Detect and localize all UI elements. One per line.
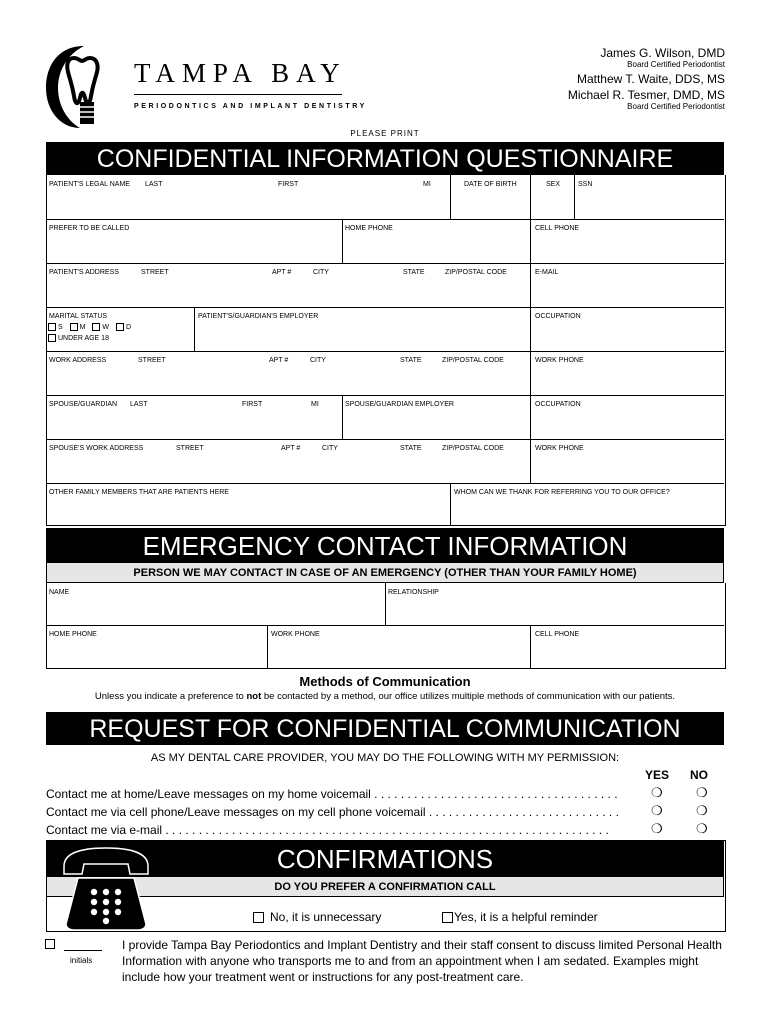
home-no-radio[interactable]: ❍ (696, 785, 708, 800)
cell-phone-label: CELL PHONE (535, 225, 580, 232)
confirmation-no-label: No, it is unnecessary (270, 910, 382, 924)
doctor-name: James G. Wilson, DMD (600, 46, 725, 60)
first-label: FIRST (278, 181, 299, 188)
zip-label: ZIP/POSTAL CODE (442, 357, 504, 364)
apt-label: APT # (269, 357, 289, 364)
practice-name-rule (134, 94, 342, 95)
spouse-work-phone-input[interactable] (535, 460, 720, 478)
street-label: STREET (176, 445, 204, 452)
married-label: M (79, 323, 86, 331)
methods-note-end: be contacted by a method, our office utilizes multiple methods of communication with our patients. (261, 691, 676, 702)
city-label: CITY (310, 357, 326, 364)
please-print: PLEASE PRINT (350, 129, 420, 138)
spouse-name-input[interactable] (50, 416, 338, 434)
request-subtitle: AS MY DENTAL CARE PROVIDER, YOU MAY DO THE FOLLOWING WITH MY PERMISSION: (150, 752, 620, 764)
ssn-label: SSN (578, 181, 593, 188)
marital-single-checkbox[interactable] (48, 323, 56, 331)
mi-label: MI (311, 401, 319, 408)
sex-input[interactable] (535, 196, 570, 214)
initials-label: initials (70, 956, 93, 965)
referral-input[interactable] (455, 503, 720, 521)
initials-line[interactable] (64, 950, 102, 951)
last-label: LAST (130, 401, 148, 408)
emergency-subtitle: PERSON WE MAY CONTACT IN CASE OF AN EMERGENCY (OTHER THAN YOUR FAMILY HOME) (46, 562, 724, 583)
spouse-label: SPOUSE/GUARDIAN (49, 401, 118, 408)
sex-label: SEX (546, 181, 561, 188)
home-yes-radio[interactable]: ❍ (651, 785, 663, 800)
state-label: STATE (403, 269, 425, 276)
marital-options (48, 323, 131, 331)
occupation-input[interactable] (535, 328, 720, 346)
emergency-work-phone-label: WORK PHONE (271, 631, 320, 638)
patient-last-name-input[interactable] (50, 196, 250, 214)
relationship-label: RELATIONSHIP (388, 589, 439, 596)
doctor-name: Michael R. Tesmer, DMD, MS (567, 88, 725, 102)
work-address-input[interactable] (50, 372, 526, 390)
street-label: STREET (141, 269, 169, 276)
spouse-employer-input[interactable] (346, 416, 526, 434)
confirmations-title: CONFIRMATIONS (46, 840, 724, 876)
single-label: S (58, 323, 63, 331)
request-item-email: Contact me via e-mail . . . . . . . . . . . . . . . . . . . . . . . . . . . . . . . . . . . . . . . . . . . . . . . . . . . . . . . . . . . . . . . . . . . (46, 823, 609, 837)
work-phone-label: WORK PHONE (535, 445, 584, 452)
confirmation-yes-checkbox[interactable] (442, 912, 453, 923)
telephone-icon (58, 846, 154, 930)
emergency-cell-phone-label: CELL PHONE (535, 631, 580, 638)
request-item-cell: Contact me via cell phone/Leave messages on my cell phone voicemail . . . . . . . . . . . . . . . . . . . . . . . . . . . . . (46, 805, 619, 819)
cell-yes-radio[interactable]: ❍ (651, 803, 663, 818)
family-members-label: OTHER FAMILY MEMBERS THAT ARE PATIENTS HERE (49, 489, 229, 496)
methods-note-emphasis: not (246, 691, 262, 702)
email-no-radio[interactable]: ❍ (696, 821, 708, 836)
marital-married-checkbox[interactable] (70, 323, 78, 331)
city-label: CITY (313, 269, 329, 276)
emergency-home-phone-input[interactable] (50, 645, 262, 663)
email-yes-radio[interactable]: ❍ (651, 821, 663, 836)
no-header: NO (690, 768, 708, 782)
referral-label: WHOM CAN WE THANK FOR REFERRING YOU TO OUR OFFICE? (454, 489, 670, 496)
prefer-label: PREFER TO BE CALLED (49, 225, 130, 232)
under-age-checkbox[interactable] (48, 334, 56, 342)
under-age-label: UNDER AGE 18 (58, 334, 109, 342)
work-phone-input[interactable] (535, 372, 720, 390)
divorced-label: D (125, 323, 132, 331)
prefer-name-input[interactable] (50, 240, 338, 258)
tooth-logo-icon (44, 44, 114, 130)
doctor-name: Matthew T. Waite, DDS, MS (576, 72, 725, 86)
confirmation-no-option (253, 910, 381, 924)
questionnaire-title: CONFIDENTIAL INFORMATION QUESTIONNAIRE (46, 142, 724, 175)
emergency-name-input[interactable] (50, 603, 380, 621)
methods-title: Methods of Communication (299, 674, 471, 689)
dob-input[interactable] (455, 196, 525, 214)
employer-input[interactable] (198, 328, 526, 346)
city-label: CITY (322, 445, 338, 452)
emergency-name-label: NAME (49, 589, 70, 596)
practice-logo (44, 44, 114, 130)
confirmation-yes-option (442, 910, 598, 924)
request-title: REQUEST FOR CONFIDENTIAL COMMUNICATION (46, 712, 724, 745)
patient-first-name-input[interactable] (260, 196, 410, 214)
relationship-input[interactable] (389, 603, 719, 621)
doctor-credential: Board Certified Periodontist (627, 60, 725, 69)
marital-status-label: MARITAL STATUS (49, 313, 108, 320)
emergency-cell-phone-input[interactable] (535, 645, 720, 663)
confirmation-yes-label: Yes, it is a helpful reminder (454, 910, 598, 924)
first-label: FIRST (242, 401, 263, 408)
request-item-home: Contact me at home/Leave messages on my home voicemail . . . . . . . . . . . . . . . . . . . . . . . . . . . . . . . . . . . . . (46, 787, 618, 801)
practice-name: TAMPA BAY (134, 58, 347, 88)
emergency-title: EMERGENCY CONTACT INFORMATION (46, 528, 724, 562)
cell-no-radio[interactable]: ❍ (696, 803, 708, 818)
spouse-work-address-label: SPOUSE'S WORK ADDRESS (49, 445, 144, 452)
marital-divorced-checkbox[interactable] (116, 323, 124, 331)
doctor-credential: Board Certified Periodontist (627, 102, 725, 111)
apt-label: APT # (272, 269, 292, 276)
work-phone-label: WORK PHONE (535, 357, 584, 364)
consent-text: I provide Tampa Bay Periodontics and Implant Dentistry and their staff consent to discuss limited Personal Health Information with anyone who transports me to and from an appointment when I am sedated. Examples might include how your treatment went or instructions for any post-treatment care. (122, 938, 722, 984)
apt-label: APT # (281, 445, 301, 452)
mi-label: MI (423, 181, 431, 188)
methods-note (0, 691, 770, 702)
widowed-label: W (102, 323, 110, 331)
email-input[interactable] (535, 284, 720, 302)
patient-legal-name-label: PATIENT'S LEGAL NAME (49, 181, 130, 188)
spouse-employer-label: SPOUSE/GUARDIAN EMPLOYER (345, 401, 454, 408)
email-label: E-MAIL (535, 269, 559, 276)
patient-mi-input[interactable] (415, 196, 445, 214)
consent-checkbox[interactable] (45, 939, 55, 949)
methods-note-start: Unless you indicate a preference to (94, 691, 247, 702)
zip-label: ZIP/POSTAL CODE (445, 269, 507, 276)
emergency-home-phone-label: HOME PHONE (49, 631, 97, 638)
patient-address-label: PATIENT'S ADDRESS (49, 269, 119, 276)
confirmation-no-checkbox[interactable] (253, 912, 264, 923)
work-address-label: WORK ADDRESS (49, 357, 107, 364)
home-phone-input[interactable] (346, 240, 526, 258)
ssn-input[interactable] (580, 196, 720, 214)
employer-label: PATIENT'S/GUARDIAN'S EMPLOYER (198, 313, 319, 320)
state-label: STATE (400, 445, 422, 452)
emergency-work-phone-input[interactable] (271, 645, 526, 663)
last-label: LAST (145, 181, 163, 188)
confirmations-subtitle: DO YOU PREFER A CONFIRMATION CALL (46, 876, 724, 897)
occupation-label: OCCUPATION (535, 313, 581, 320)
home-phone-label: HOME PHONE (345, 225, 393, 232)
dob-label: DATE OF BIRTH (464, 181, 517, 188)
under-age-option (48, 334, 109, 342)
spouse-work-address-input[interactable] (50, 460, 526, 478)
state-label: STATE (400, 357, 422, 364)
doctor-list (568, 46, 725, 111)
practice-subtitle: PERIODONTICS AND IMPLANT DENTISTRY (134, 103, 367, 110)
yes-header: YES (645, 768, 670, 782)
zip-label: ZIP/POSTAL CODE (442, 445, 504, 452)
marital-widowed-checkbox[interactable] (92, 323, 100, 331)
occupation-label: OCCUPATION (535, 401, 581, 408)
cell-phone-input[interactable] (535, 240, 720, 258)
family-members-input[interactable] (50, 503, 445, 521)
spouse-occupation-input[interactable] (535, 416, 720, 434)
patient-address-input[interactable] (50, 284, 526, 302)
street-label: STREET (138, 357, 166, 364)
